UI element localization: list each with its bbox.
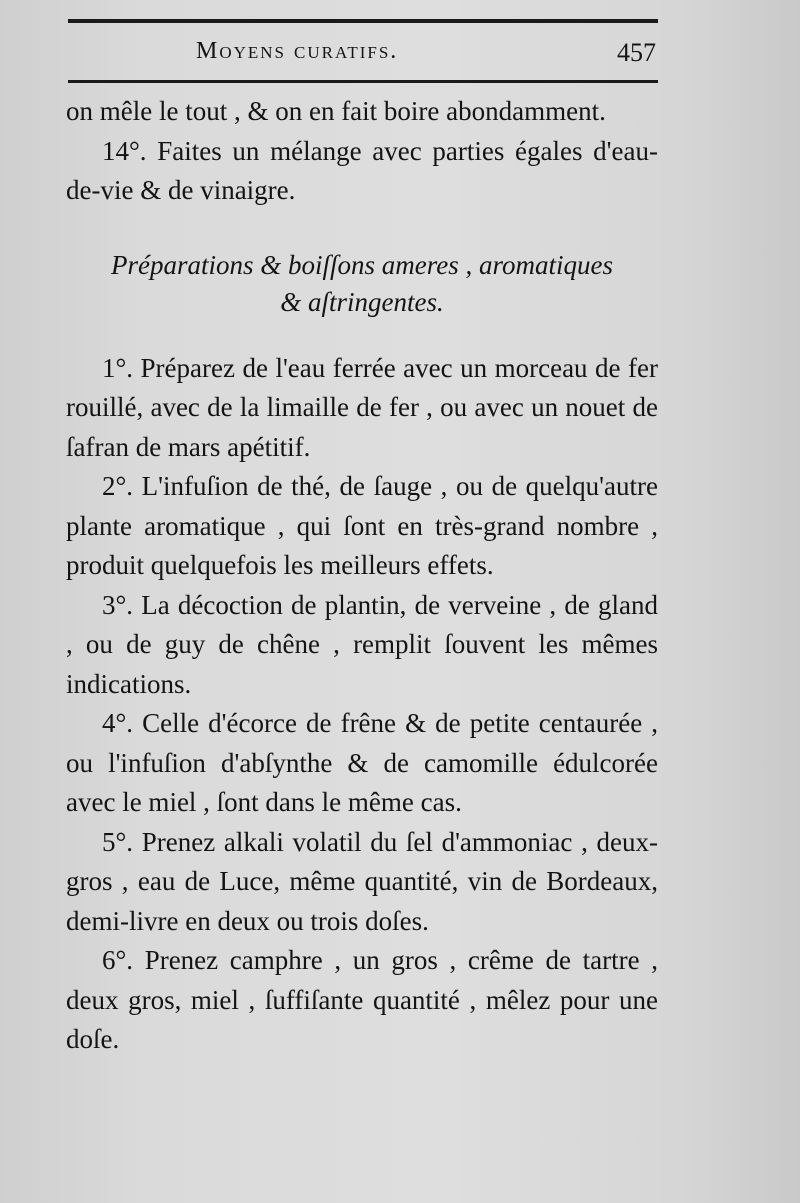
paragraph-continuation: on mêle le tout , & on en fait boire abondamment. xyxy=(66,96,606,126)
paragraph-1: 1°. Préparez de l'eau ferrée avec un morceau de fer rouillé, avec de la limaille de fer , ou avec un nouet de ſafran de mars apétitif. xyxy=(66,352,658,462)
page-number: 457 xyxy=(617,38,656,67)
paragraph-14: 14°. Faites un mélange avec parties égales d'eau-de-vie & de vinaigre. xyxy=(66,135,658,205)
header-rule-top xyxy=(68,19,658,23)
header-rule-bottom xyxy=(68,80,658,83)
paragraph-3: 3°. La décoction de plantin, de verveine , de gland , ou de guy de chêne , remplit ſouvent les mêmes indications. xyxy=(66,589,658,699)
section-heading-line-2: & aſtringentes. xyxy=(280,286,444,317)
paragraph-4: 4°. Celle d'écorce de frêne & de petite centaurée , ou l'infuſion d'abſynthe & de camomille édulcorée avec le miel , ſont dans le même cas. xyxy=(66,708,658,817)
page-body xyxy=(66,92,658,1060)
paragraph-6: 6°. Prenez camphre , un gros , crême de tartre , deux gros, miel , ſuffiſante quantité , mêlez pour une doſe. xyxy=(66,945,658,1054)
running-title: Moyens curatifs. xyxy=(196,38,399,64)
section-heading-line-1: Préparations & boiſſons ameres , aromatiques xyxy=(111,249,613,280)
section-heading xyxy=(66,247,658,321)
page-header xyxy=(68,34,658,74)
paragraph-2: 2°. L'infuſion de thé, de ſauge , ou de quelqu'autre plante aromatique , qui ſont en très-grand nombre , produit quelquefois les meilleurs effets. xyxy=(66,471,658,580)
paragraph-5: 5°. Prenez alkali volatil du ſel d'ammoniac , deux-gros , eau de Luce, même quantité, vin de Bordeaux, demi-livre en deux ou trois doſes. xyxy=(66,826,658,936)
